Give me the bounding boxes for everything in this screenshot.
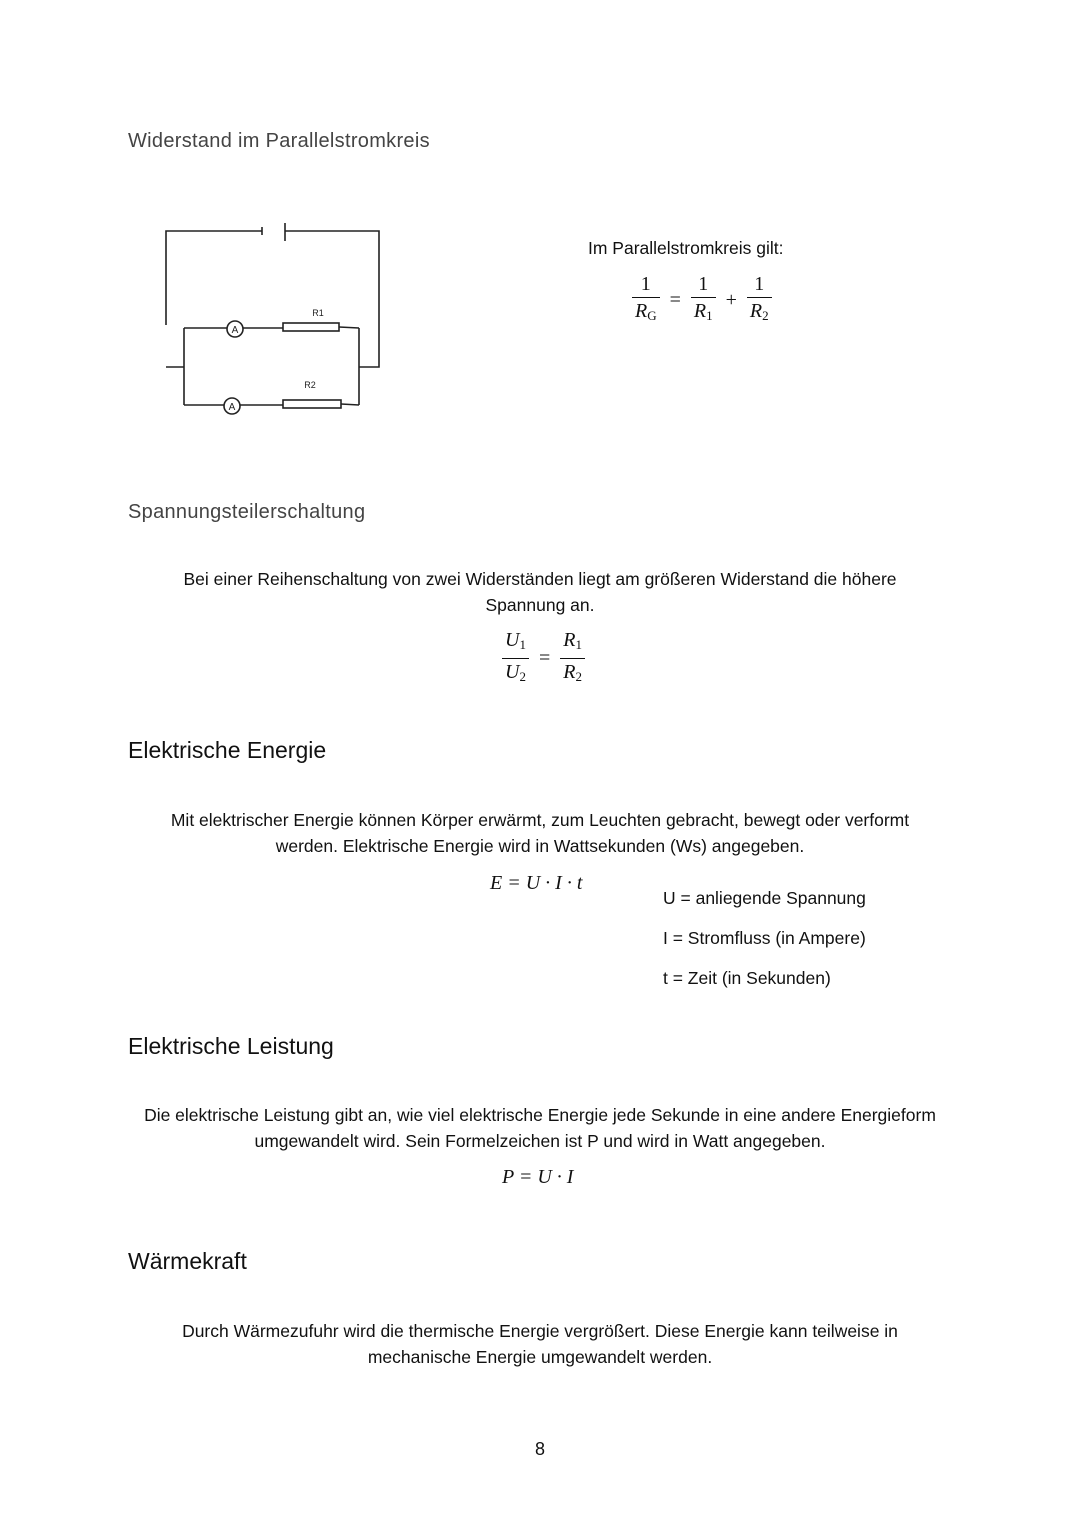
frac-u1-over-u2 [502, 628, 529, 689]
frac-denominator: R [563, 661, 576, 683]
branch2-wire-c [341, 404, 359, 405]
frac-1-over-rg [632, 272, 660, 328]
frac-denominator: R [635, 300, 648, 322]
parallel-formula [630, 272, 774, 328]
parallel-circuit-diagram [150, 215, 400, 415]
subscript: G [647, 308, 657, 323]
section-title-parallel: Widerstand im Parallelstromkreis [128, 130, 430, 152]
resistor-r1 [283, 323, 339, 331]
resistor-r2 [283, 400, 341, 408]
frac-numerator: R [563, 629, 576, 651]
frac-r1-over-r2 [560, 628, 585, 689]
frac-denominator: R [693, 300, 707, 322]
frac-numerator: 1 [640, 273, 651, 295]
subscript: 2 [519, 669, 526, 684]
subscript: 1 [575, 637, 582, 652]
subscript: 1 [706, 308, 713, 323]
resistor-r2-label: R2 [304, 380, 316, 390]
variable-t: t = Zeit (in Sekunden) [663, 968, 831, 988]
frac-numerator: U [505, 629, 520, 651]
branch1-wire-c [339, 327, 359, 328]
section-title-power: Elektrische Leistung [128, 1033, 334, 1059]
page-number: 8 [534, 1439, 545, 1459]
section-title-divider: Spannungsteilerschaltung [128, 501, 366, 523]
subscript: 2 [762, 308, 769, 323]
energy-text: Mit elektrischer Energie können Körper erwärmt, zum Leuchten gebracht, bewegt oder verformt werden. Elektrische Energie wird in Wattsekunden (Ws) angegeben. [170, 810, 910, 856]
equals-sign: = [538, 647, 551, 669]
parallel-rule-label: Im Parallelstromkreis gilt: [588, 238, 784, 258]
plus-sign: + [725, 288, 737, 311]
energy-formula: E = U · I · t [490, 872, 583, 894]
ammeter-1-label: A [231, 325, 239, 336]
heat-text: Durch Wärmezufuhr wird die thermische Energie vergrößert. Diese Energie kann teilweise in mechanische Energie umgewandelt werden. [182, 1321, 898, 1367]
frac-numerator: 1 [754, 273, 765, 295]
subscript: 2 [575, 669, 582, 684]
section-title-energy: Elektrische Energie [128, 737, 327, 763]
variable-i: I = Stromfluss (in Ampere) [663, 928, 866, 948]
variable-u: U = anliegende Spannung [663, 888, 866, 908]
circuit-wire-right [285, 231, 379, 367]
frac-1-over-r1 [691, 272, 716, 328]
divider-text: Bei einer Reihenschaltung von zwei Widerständen liegt am größeren Widerstand die höhere Spannung an. [183, 569, 897, 615]
power-text: Die elektrische Leistung gibt an, wie viel elektrische Energie jede Sekunde in eine andere Energieform umgewandelt wird. Sein Formelzeichen ist P und wird in Watt angegeben. [144, 1105, 936, 1151]
ammeter-2-label: A [228, 402, 236, 413]
frac-1-over-r2 [747, 272, 772, 328]
circuit-wire-top-left [166, 231, 262, 325]
frac-denominator: R [749, 300, 763, 322]
resistor-r1-label: R1 [312, 308, 324, 318]
power-formula: P = U · I [502, 1166, 574, 1188]
divider-formula [500, 628, 587, 689]
energy-variable-list [663, 878, 866, 998]
section-title-heat: Wärmekraft [128, 1248, 247, 1274]
subscript: 1 [519, 637, 526, 652]
frac-numerator: 1 [698, 273, 709, 295]
equals-sign: = [669, 288, 681, 311]
frac-denominator: U [505, 661, 520, 683]
